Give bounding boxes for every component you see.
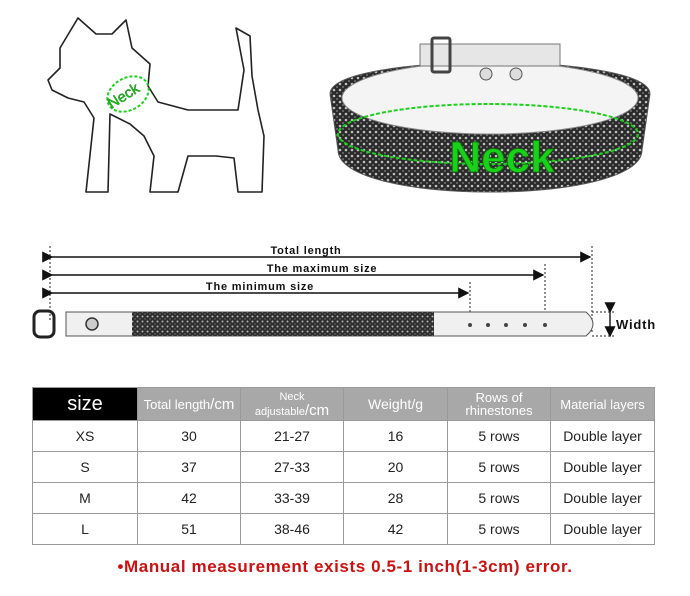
cell-material: Double layer (551, 483, 655, 514)
cell-neck: 33-39 (241, 483, 344, 514)
flat-collar-hole (468, 323, 472, 327)
cell-weight: 20 (344, 452, 448, 483)
dog-illustration (38, 6, 288, 202)
collar-strap (420, 44, 560, 66)
header-total-length (138, 388, 241, 421)
size-table-header-row (33, 388, 655, 421)
cell-rows: 5 rows (448, 483, 551, 514)
dog-outline (48, 18, 264, 192)
collar-hole (480, 68, 492, 80)
header-rows-line1: Rows of (475, 390, 523, 405)
note-bullet: • (117, 557, 124, 576)
flat-collar-hole (504, 323, 508, 327)
total-length-label: Total length (270, 245, 342, 257)
cell-total-length: 42 (138, 483, 241, 514)
cell-neck: 38-46 (241, 514, 344, 545)
cell-material: Double layer (551, 514, 655, 545)
cell-size: L (33, 514, 138, 545)
cell-rows: 5 rows (448, 452, 551, 483)
cell-total-length: 37 (138, 452, 241, 483)
header-rhinestone-rows (448, 388, 551, 421)
header-neck-unit: /cm (304, 402, 330, 419)
note-text: Manual measurement exists 0.5-1 inch(1-3cm) error. (124, 557, 573, 576)
measurement-note (0, 557, 690, 577)
header-neck (241, 388, 344, 421)
table-row (33, 452, 655, 483)
flat-collar-hole (543, 323, 547, 327)
max-size-label: The maximum size (266, 263, 378, 275)
table-row (33, 421, 655, 452)
cell-size: S (33, 452, 138, 483)
flat-collar-hole (523, 323, 527, 327)
table-row (33, 514, 655, 545)
header-weight: Weight/g (344, 388, 448, 421)
flat-collar-buckle (34, 311, 54, 337)
cell-rows: 5 rows (448, 514, 551, 545)
cell-material: Double layer (551, 421, 655, 452)
width-label: Width (616, 317, 656, 332)
cell-weight: 42 (344, 514, 448, 545)
collar-ring-illustration (320, 22, 660, 212)
header-total-length-unit: /cm (210, 395, 235, 413)
table-row (33, 483, 655, 514)
collar-neck-label: Neck (449, 133, 555, 182)
header-rows-line2: rhinestones (465, 403, 533, 418)
cell-size: M (33, 483, 138, 514)
cell-size: XS (33, 421, 138, 452)
flat-collar-hole (486, 323, 490, 327)
header-size: size (33, 388, 138, 421)
min-size-label: The minimum size (205, 281, 315, 293)
cell-weight: 28 (344, 483, 448, 514)
header-total-length-text: Total length (143, 396, 211, 412)
size-table (32, 387, 655, 545)
flat-collar-rhinestones (132, 312, 434, 336)
cell-total-length: 30 (138, 421, 241, 452)
header-material: Material layers (551, 388, 655, 421)
cell-rows: 5 rows (448, 421, 551, 452)
cell-neck: 21-27 (241, 421, 344, 452)
flat-collar-rivet (86, 318, 98, 330)
header-neck-text: Neck adjustable (254, 391, 305, 418)
cell-material: Double layer (551, 452, 655, 483)
cell-total-length: 51 (138, 514, 241, 545)
dog-neck-label: Neck (104, 79, 143, 113)
cell-weight: 16 (344, 421, 448, 452)
measurement-diagram (26, 240, 670, 350)
cell-neck: 27-33 (241, 452, 344, 483)
collar-hole (510, 68, 522, 80)
